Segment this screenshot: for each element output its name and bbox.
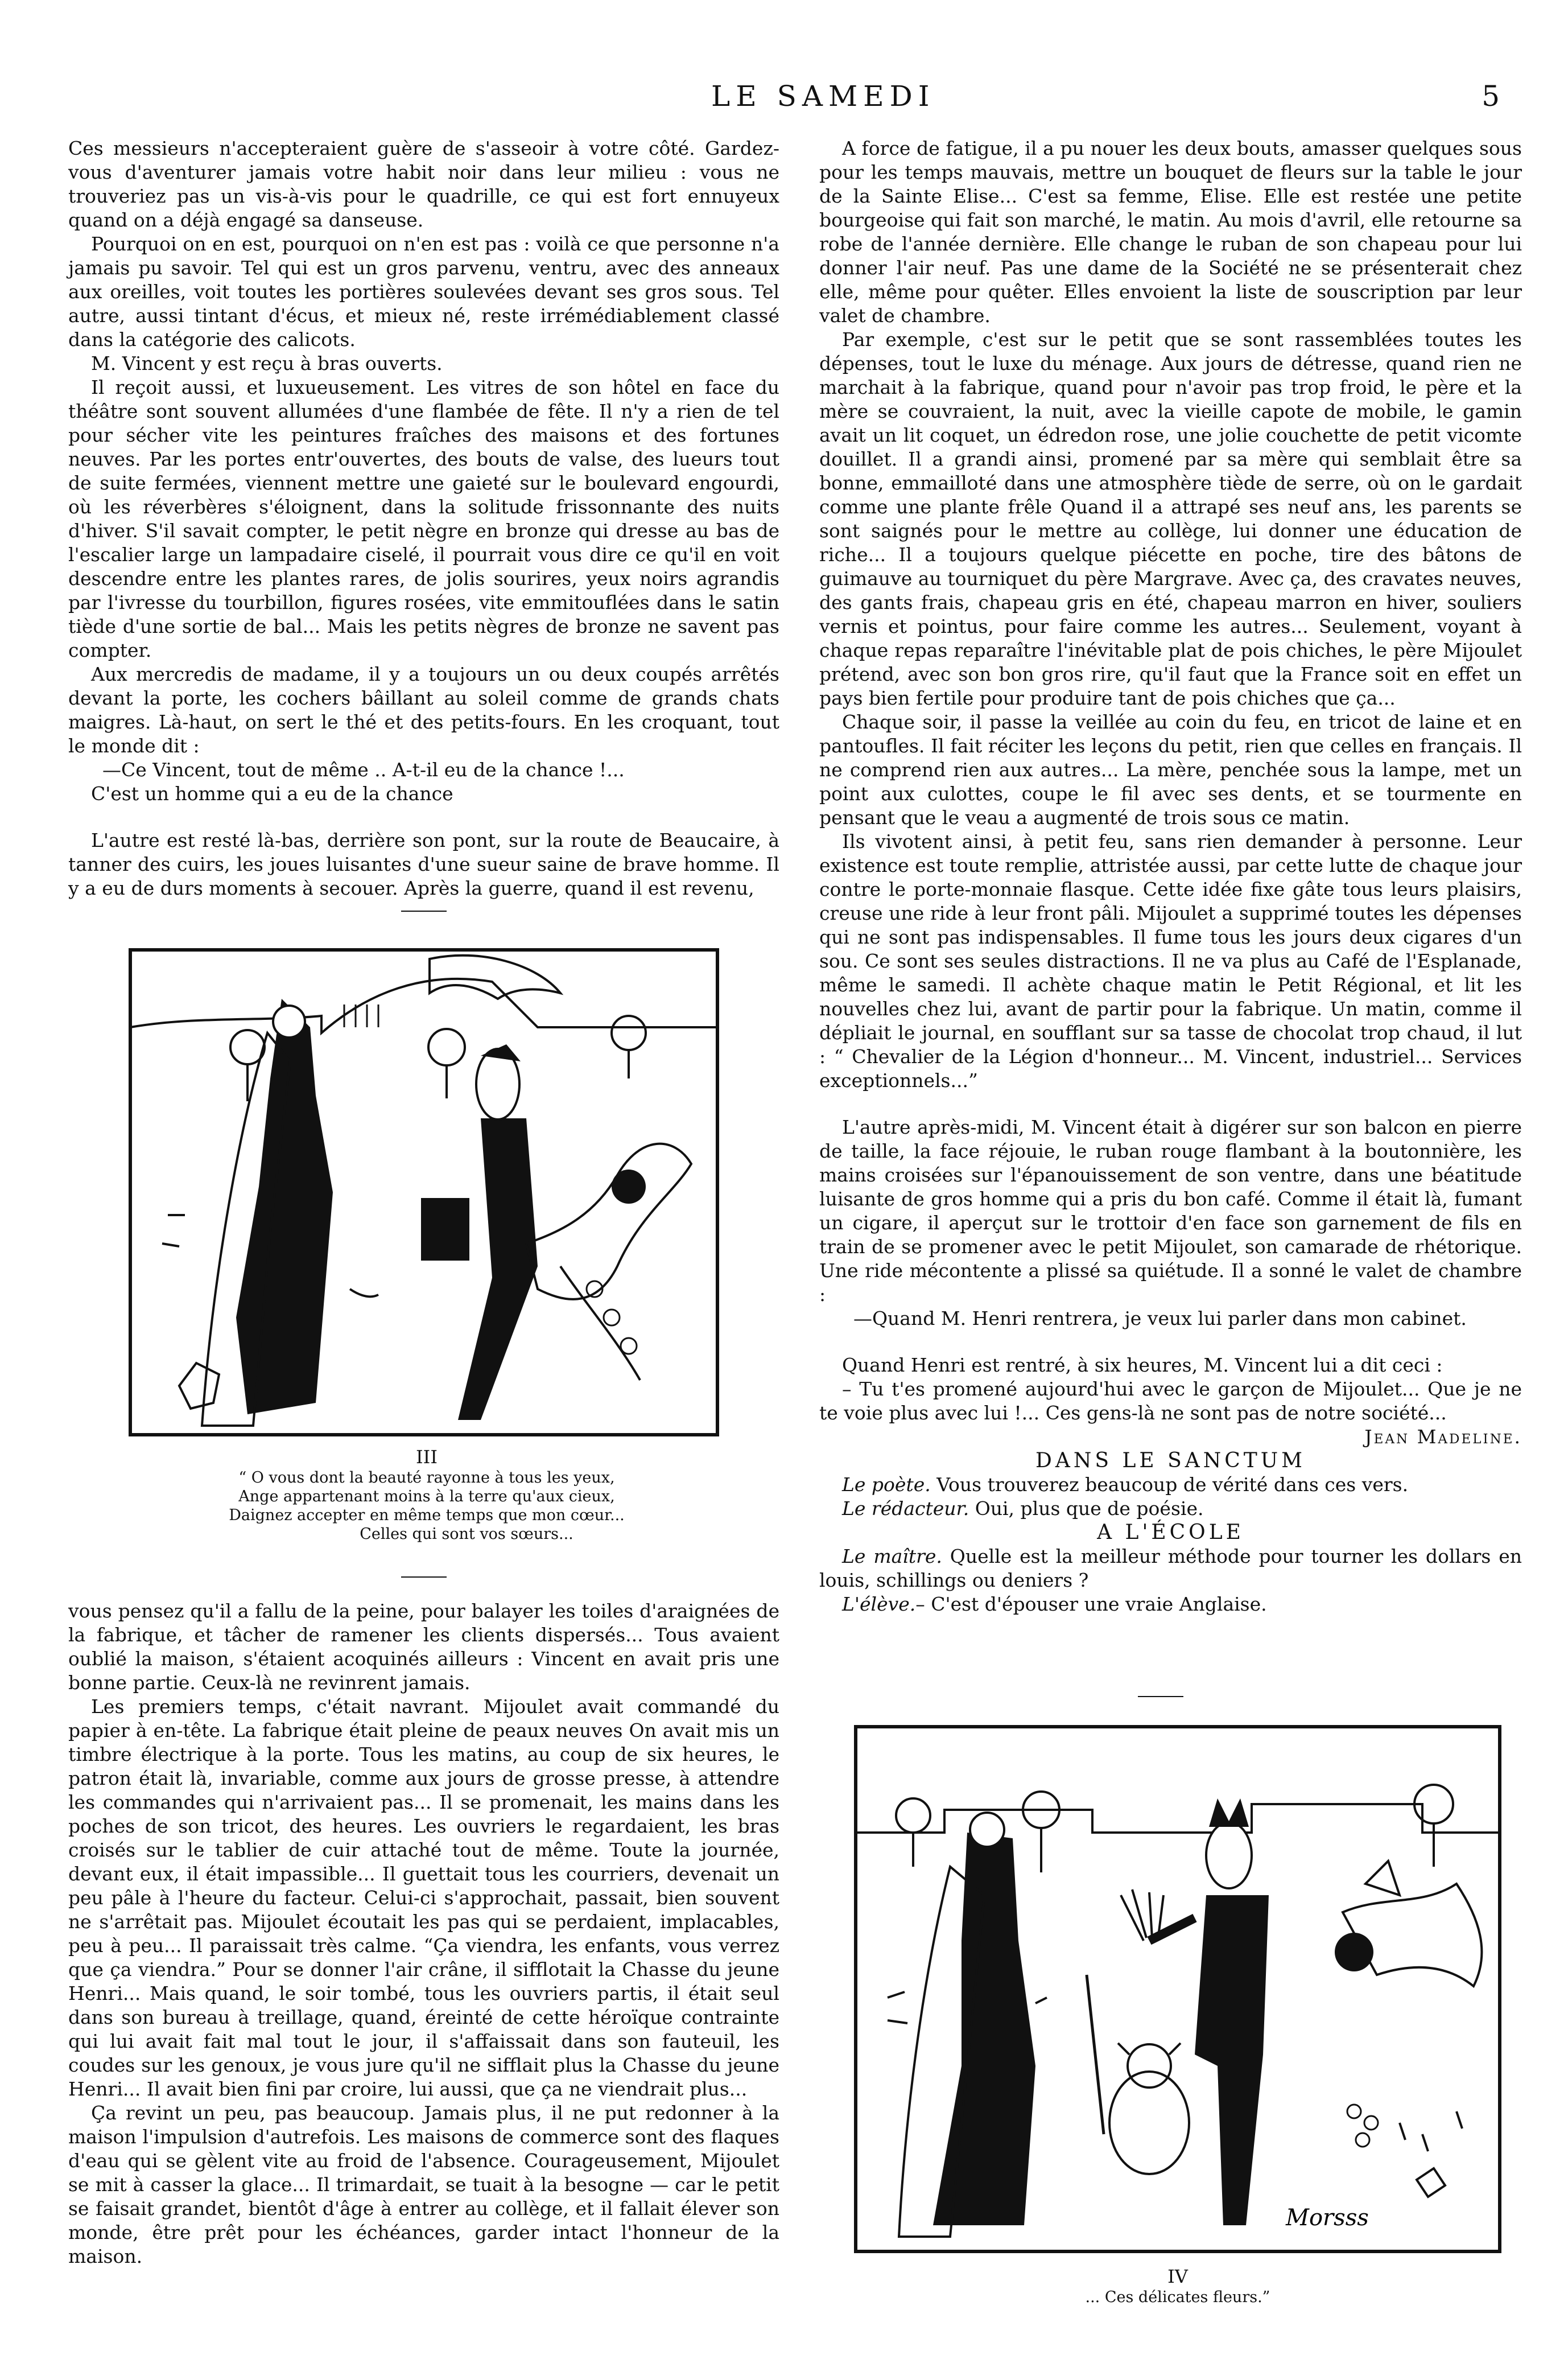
dialogue-line: – Tu t'es promené aujourd'hui avec le garçon de Mijoulet... Que je ne te voie plus avec lui !... Ces gens-là ne sont pas de notre société... bbox=[819, 1378, 1522, 1424]
section-heading-ecole: A L'ÉCOLE bbox=[1097, 1521, 1244, 1544]
author-signature: Jean Madeline. bbox=[1364, 1426, 1522, 1448]
journal-title: LE SAMEDI bbox=[711, 80, 935, 113]
verse-line: Celles qui sont vos sœurs... bbox=[360, 1525, 573, 1543]
plate-number: III bbox=[416, 1446, 438, 1468]
dialogue-text: Quelle est la meilleur méthode pour tourner les dollars en louis, schillings ou deniers ? bbox=[819, 1545, 1522, 1591]
paragraph: Par exemple, c'est sur le petit que se sont rassemblées toutes les dépenses, tout le luxe du ménage. Aux jours de détresse, quand rien ne marchait à la fabrique, quand pour n'avoir pas trop froid, le père et la mère se couvraient, la nuit, avec la vieille capote de mobile, le gamin avait un lit coquet, un édredon rose, une jolie couchette de petit vicomte douillet. Il a grandi ainsi, promené par sa mère qui semblait être sa bonne, emmailloté dans une atmosphère tiède de serre, où on le gardait comme une plante frêle Quand il a attrapé ses neuf ans, les parents se sont saignés pour le mettre au collège, lui donner une éducation de riche... Il a toujours quelque piécette en poche, tire des bâtons de guimauve au tourniquet du père Margrave. Avec ça, des cravates neuves, des gants frais, chapeau gris en été, chapeau marron en hiver, souliers vernis et pointus, pour faire comme les autres... Seulement, voyant à chaque repas reparaître l'inévitable plat de pois chiches, le père Mijoulet prétend, avec son bon gros rire, qu'il faut que la France soit en effet un pays bien fertile pour produire tant de pois chiches que ça... bbox=[819, 328, 1522, 709]
cartoon-suitor-with-bouquet-icon bbox=[130, 956, 717, 1426]
artist-signature: Morsss bbox=[1286, 2205, 1369, 2231]
dialogue-line bbox=[819, 1545, 1522, 1592]
paragraph: L'autre est resté là-bas, derrière son pont, sur la route de Beaucaire, à tanner des cuirs, les joues luisantes d'une sueur saine de brave homme. Il y a eu de durs moments à secouer. Après la guerre, quand il est revenu, bbox=[68, 829, 779, 899]
illustration-three bbox=[128, 948, 720, 1437]
dialogue-text: Oui, plus que de poésie. bbox=[969, 1497, 1204, 1520]
cartoon-suitor-with-dog-icon bbox=[856, 1785, 1500, 2237]
separator-rule bbox=[401, 911, 447, 912]
paragraph: Aux mercredis de madame, il y a toujours un ou deux coupés arrêtés devant la porte, les cochers bâillant au soleil comme de grands chats maigres. Là-haut, on sert le thé et des petits-fours. En les croquant, tout le monde dit : bbox=[68, 663, 779, 757]
paragraph: L'autre après-midi, M. Vincent était à digérer sur son balcon en pierre de taille, la face réjouie, le ruban rouge flambant à la boutonnière, les mains croisées sur l'épanouissement de son ventre, dans une béatitude luisante de gros homme qui a pris du bon café. Comme il était là, fumant un cigare, il aperçut sur le trottoir d'en face son garnement de fils en train de se promener avec le petit Mijoulet, son camarade de rhétorique. Une ride mécontente a plissé sa quiétude. Il a sonné le valet de chambre : bbox=[819, 1116, 1522, 1306]
dialogue-line: —Quand M. Henri rentrera, je veux lui parler dans mon cabinet. bbox=[853, 1307, 1467, 1329]
dialogue-text: Vous trouverez beaucoup de vérité dans ces vers. bbox=[930, 1473, 1409, 1496]
paragraph: Chaque soir, il passe la veillée au coin du feu, en tricot de laine et en pantoufles. Il fait réciter les leçons du petit, rien que celles en français. Il ne comprend rien aux autres... La mère, penchée sous la lampe, met un point aux culottes, coupe le fil avec ses dents, et se tourmente en pensant que le veau a augmenté de trois sous ce matin. bbox=[819, 711, 1522, 829]
paragraph: Pourquoi on en est, pourquoi on n'en est pas : voilà ce que personne n'a jamais pu savoir. Tel qui est un gros parvenu, ventru, avec des anneaux aux oreilles, voit toutes les portières soulevées devant ses gros sous. Tel autre, aussi tintant d'écus, et mieux né, reste irrémédiablement classé dans la catégorie des calicots. bbox=[68, 233, 779, 351]
right-column bbox=[819, 137, 1522, 1616]
paragraph: Ça revint un peu, pas beaucoup. Jamais plus, il ne put redonner à la maison l'impulsion d'autrefois. Les maisons de commerce sont des flaques d'eau qui se gèlent vite au froid de l'absence. Courageusement, Mijoulet se mit à casser la glace... Il trimardait, se tuait à la besogne — car le petit se faisait grandet, bientôt d'âge à entrer au collège, et il fallait élever son monde, être prêt pour les échéances, garder intact l'honneur de la maison. bbox=[68, 2102, 779, 2267]
dialogue-line: —Ce Vincent, tout de même .. A-t-il eu de la chance !... bbox=[102, 759, 625, 781]
paragraph: C'est un homme qui a eu de la chance bbox=[91, 783, 453, 805]
caption-three bbox=[114, 1446, 740, 1543]
verse-line: “ O vous dont la beauté rayonne à tous les yeux, bbox=[238, 1469, 615, 1487]
dialogue-line bbox=[819, 1473, 1522, 1497]
paragraph: Ils vivotent ainsi, à petit feu, sans rien demander à personne. Leur existence est toute remplie, attristée aussi, par cette lutte de chaque jour contre le porte-monnaie flasque. Cette idée fixe gâte tous leurs plaisirs, creuse une ride à leur front pâli. Mijoulet a supprimé toutes les dépenses qui ne sont pas indispensables. Il fume tous les jours deux cigares d'un sou. Ce sont ses seules distractions. Il ne va plus au Café de l'Esplanade, même le samedi. Il achète chaque matin le Petit Régional, et lit les nouvelles chez lui, avant de partir pour la fabrique. Un matin, comme il dépliait le journal, en soufflant sur sa tasse de chocolat trop chaud, il lut : “ Chevalier de la Légion d'honneur... M. Vincent, industriel... Services exceptionnels...” bbox=[819, 830, 1522, 1092]
paragraph: Les premiers temps, c'était navrant. Mijoulet avait commandé du papier à en-tête. La fabrique était pleine de peaux neuves On avait mis un timbre électrique à la porte. Tous les matins, au coup de six heures, le patron était là, invariable, comme aux jours de grosse presse, à attendre les commandes qui n'arrivaient pas... Il se promenait, les mains dans les poches de son tricot, des heures. Les ouvriers le regardaient, les bras croisés sur le tablier de cuir attaché tout de même. Toute la journée, devant eux, il était impassible... Il guettait tous les courriers, devenait un peu pâle à l'heure du facteur. Celui-ci s'approchait, passait, bien souvent ne s'arrêtait pas. Mijoulet écoutait les pas qui se perdaient, implacables, peu à peu... Il paraissait très calme. “Ça viendra, les enfants, vous verrez que ça viendra.” Pour se donner l'air crâne, il sifflotait la Chasse du jeune Henri... Mais quand, le soir tombé, tous les ouvriers partis, il était seul dans son bureau à treillage, quand, éreinté de cette héroïque contrainte qui lui avait fait mal tout le jour, il s'affaissait dans son fauteuil, les coudes sur les genoux, je vous jure qu'il ne sifflait plus la Chasse du jeune Henri... Il avait bien fini par croire, lui aussi, que ça ne viendrait plus... bbox=[68, 1695, 779, 2100]
left-column-top bbox=[68, 137, 779, 900]
paragraph: Quand Henri est rentré, à six heures, M. Vincent lui a dit ceci : bbox=[842, 1354, 1443, 1376]
paragraph: vous pensez qu'il a fallu de la peine, pour balayer les toiles d'araignées de la fabrique, et tâcher de ramener les clients dispersés... Tous avaient oublié la maison, s'étaient acoquinés ailleurs : Vincent en avait pris une bonne partie. Ceux-là ne revinrent jamais. bbox=[68, 1600, 779, 1694]
dialogue-line bbox=[819, 1592, 1522, 1616]
speaker-label: Le rédacteur. bbox=[842, 1497, 969, 1520]
page-number: 5 bbox=[1482, 80, 1500, 113]
running-header bbox=[0, 80, 1568, 125]
speaker-label: Le maître. bbox=[842, 1545, 942, 1567]
caption-four bbox=[853, 2265, 1502, 2307]
illustration-four bbox=[853, 1724, 1502, 2254]
speaker-label: Le poète. bbox=[842, 1473, 931, 1496]
separator-rule bbox=[401, 1576, 447, 1578]
dialogue-text: – C'est d'épouser une vraie Anglaise. bbox=[915, 1593, 1267, 1615]
speaker-label: L'élève. bbox=[842, 1593, 916, 1615]
paragraph: Ces messieurs n'accepteraient guère de s'asseoir à votre côté. Gardez-vous d'aventurer jamais votre habit noir dans leur milieu : vous ne trouveriez pas un vis-à-vis pour le quadrille, ce qui est fort ennuyeux quand on a déjà engagé sa danseuse. bbox=[68, 137, 779, 231]
verse-line: Daignez accepter en même temps que mon cœur... bbox=[229, 1506, 625, 1524]
plate-number: IV bbox=[1167, 2266, 1188, 2287]
dialogue-line bbox=[819, 1497, 1522, 1521]
verse-line: Ange appartenant moins à la terre qu'aux cieux, bbox=[238, 1488, 615, 1505]
left-column-bottom bbox=[68, 1599, 779, 2269]
caption-text: ... Ces délicates fleurs.” bbox=[1085, 2288, 1270, 2306]
paragraph: M. Vincent y est reçu à bras ouverts. bbox=[91, 352, 443, 374]
section-heading-sanctum: DANS LE SANCTUM bbox=[1035, 1449, 1306, 1472]
paragraph: Il reçoit aussi, et luxueusement. Les vitres de son hôtel en face du théâtre sont souvent allumées d'une flambée de fête. Il n'y a rien de tel pour sécher vite les peintures fraîches des maisons et des fortunes neuves. Par les portes entr'ouvertes, des bouts de valse, des lueurs tout de suite fermées, viennent mettre une gaieté sur le boulevard engourdi, où les réverbères s'éloignent, dans la solitude frissonnante des nuits d'hiver. S'il savait compter, le petit nègre en bronze qui dresse au bas de l'escalier large un lampadaire ciselé, il pourrait vous dire ce qu'il en voit descendre entre les plantes rares, de jolis sourires, yeux noirs agrandis par l'ivresse du tourbillon, figures rosées, vite emmitouflées dans le satin tiède d'une sortie de bal... Mais les petits nègres de bronze ne savent pas compter. bbox=[68, 376, 779, 661]
paragraph: A force de fatigue, il a pu nouer les deux bouts, amasser quelques sous pour les temps mauvais, mettre un bouquet de fleurs sur la table le jour de la Sainte Elise... C'est sa femme, Elise. Elle est restée une petite bourgeoise qui fait son marché, le matin. Au mois d'avril, elle retourne sa robe de l'année dernière. Elle change le ruban de son chapeau pour lui donner l'air neuf. Pas une dame de la Société ne se présenterait chez elle, même pour quêter. Elles envoient la liste de souscription par leur valet de chambre. bbox=[819, 137, 1522, 327]
separator-rule bbox=[1138, 1696, 1183, 1697]
